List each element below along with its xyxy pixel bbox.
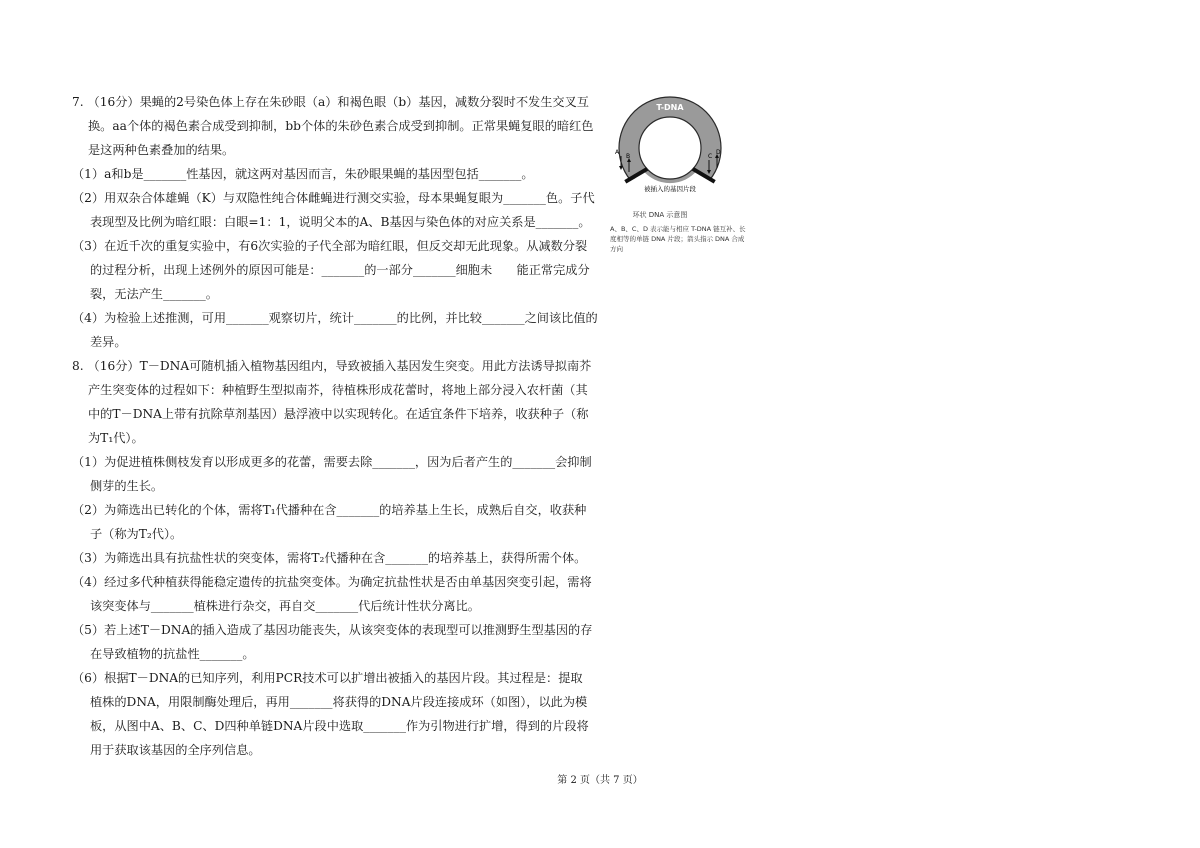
- circular-dna-figure: [610, 94, 760, 254]
- marker-a-label: A: [615, 149, 620, 156]
- q8-line: 该突变体与_______植株进行杂交，再自交_______代后统计性状分离比。: [90, 599, 480, 613]
- q7-line: （2）用双杂合体雄蝇（K）与双隐性纯合体雌蝇进行测交实验，母本果蝇复眼为_______色。子代: [72, 191, 595, 205]
- page-footer: 第 2 页（共 7 页）: [557, 775, 643, 786]
- inserted-segment-label: 被插入的基因片段: [644, 185, 696, 193]
- q8-line: （6）根据T－DNA的已知序列，利用PCR技术可以扩增出被插入的基因片段。其过程是：提取: [72, 671, 583, 685]
- circular-dna-diagram: [610, 94, 730, 204]
- question-7: [72, 90, 598, 354]
- marker-b-label: B: [626, 153, 631, 160]
- q7-line: 差异。: [90, 335, 127, 349]
- ring-label: T-DNA: [656, 103, 684, 112]
- q8-line: （5）若上述T－DNA的插入造成了基因功能丧失，从该突变体的表现型可以推测野生型基因的存: [72, 623, 593, 637]
- question-column: [72, 90, 598, 762]
- primer-a-arrowhead: [619, 166, 623, 170]
- q7-line: （4）为检验上述推测，可用_______观察切片，统计_______的比例，并比较_______之间该比值的: [72, 311, 598, 325]
- q7-line: 的过程分析，出现上述例外的原因可能是：_______的一部分_______细胞未 能正常完成分: [90, 263, 590, 277]
- q8-line: 侧芽的生长。: [90, 479, 164, 493]
- question-8: [72, 354, 592, 762]
- q7-line: 换。aa个体的褐色素合成受到抑制，bb个体的朱砂色素合成受到抑制。正常果蝇复眼的暗红色: [88, 119, 594, 133]
- ring-inner-edge: [639, 117, 701, 179]
- q8-line: 子（称为T₂代）。: [90, 527, 183, 541]
- q8-line: 8. （16分）T－DNA可随机插入植物基因组内，导致被插入基因发生突变。用此方法诱导拟南芥: [72, 359, 592, 373]
- q8-line: 为T₁代）。: [88, 431, 144, 445]
- q8-line: 在导致植物的抗盐性_______。: [90, 647, 255, 661]
- q8-line: （1）为促进植株侧枝发育以形成更多的花蕾，需要去除_______，因为后者产生的_______会抑制: [72, 455, 592, 469]
- q7-line: 表现型及比例为暗红眼：白眼=1：1，说明父本的A、B基因与染色体的对应关系是_______。: [90, 215, 591, 229]
- q8-line: 板，从图中A、B、C、D四种单链DNA片段中选取_______作为引物进行扩增，得到的片段将: [90, 719, 589, 733]
- figure-note: A、B、C、D 表示能与相应 T-DNA 链互补、长度相等的单链 DNA 片段；箭头指示 DNA 合成方向: [610, 225, 746, 253]
- marker-d-label: D: [716, 149, 721, 156]
- q8-line: 植株的DNA，用限制酶处理后，再用_______将获得的DNA片段连接成环（如图），以此为模: [90, 695, 588, 709]
- q8-line: （2）为筛选出已转化的个体，需将T₁代播种在含_______的培养基上生长，成熟后自交，收获种: [72, 503, 587, 517]
- q7-line: 是这两种色素叠加的结果。: [88, 143, 235, 157]
- q8-line: 中的T－DNA上带有抗除草剂基因）悬浮液中以实现转化。在适宜条件下培养，收获种子（称: [88, 407, 589, 421]
- q7-line: 裂，无法产生_______。: [90, 287, 218, 301]
- q8-line: （3）为筛选出具有抗盐性状的突变体，需将T₂代播种在含_______的培养基上，获得所需个体。: [72, 551, 587, 565]
- marker-c-label: C: [708, 153, 713, 160]
- q7-line: （3）在近千次的重复实验中，有6次实验的子代全部为暗红眼，但反交却无此现象。从减数分裂: [72, 239, 588, 253]
- q8-line: （4）经过多代种植获得能稳定遗传的抗盐突变体。为确定抗盐性状是否由单基因突变引起，需将: [72, 575, 592, 589]
- figure-title: 环状 DNA 示意图: [632, 211, 688, 219]
- q8-line: 用于获取该基因的全序列信息。: [90, 743, 261, 757]
- q8-line: 产生突变体的过程如下：种植野生型拟南芥，待植株形成花蕾时，将地上部分浸入农杆菌（其: [88, 383, 588, 397]
- q7-line: 7. （16分）果蝇的2号染色体上存在朱砂眼（a）和褐色眼（b）基因，减数分裂时不发生交叉互: [72, 95, 589, 109]
- q7-line: （1）a和b是_______性基因，就这两对基因而言，朱砂眼果蝇的基因型包括_______。: [72, 167, 534, 181]
